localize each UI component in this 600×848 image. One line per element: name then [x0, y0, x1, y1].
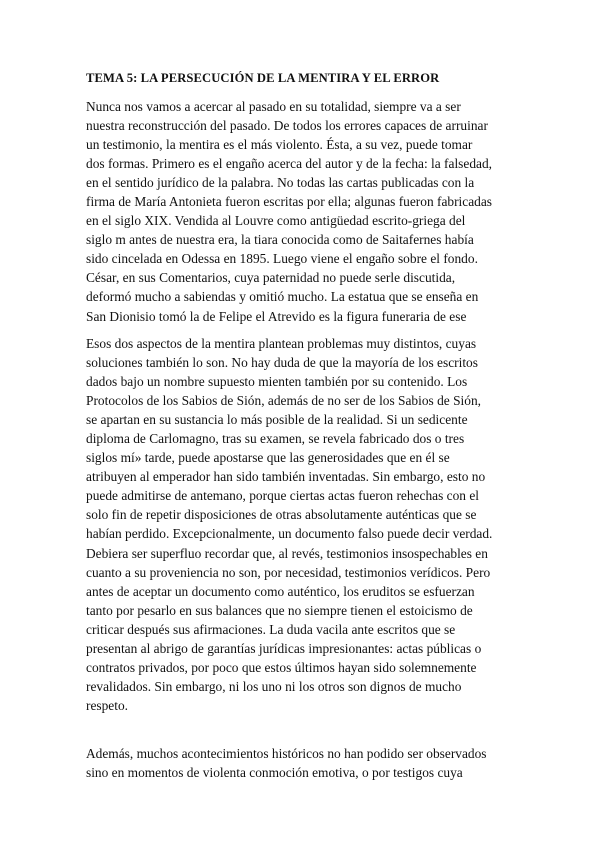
text-line: San Dionisio tomó la de Felipe el Atrevido es la figura funeraria de ese: [86, 308, 467, 324]
text-line: en el siglo XIX. Vendida al Louvre como antigüedad escrito-griega del: [86, 213, 466, 229]
text-line: criticar después sus afirmaciones. La duda vacila ante escritos que se: [86, 621, 456, 637]
text-line: puede admitirse de antemano, porque ciertas actas fueron rehechas con el: [86, 488, 479, 504]
text-line: respeto.: [86, 697, 129, 713]
text-line: siglo m antes de nuestra era, la tiara conocida como de Saitafernes había: [86, 232, 474, 248]
document-title: TEMA 5: LA PERSECUCIÓN DE LA MENTIRA Y EL ERROR: [86, 71, 440, 85]
text-line: se apartan en su sustancia lo más posible de la realidad. Si un sedicente: [86, 412, 468, 428]
text-line: presentan al abrigo de garantías jurídicas impresionantes: actas públicas o: [86, 640, 482, 656]
text-line: un testimonio, la mentira es el más violento. Ésta, a su vez, puede tomar: [86, 137, 473, 153]
text-line: sino en momentos de violenta conmoción emotiva, o por testigos cuya: [86, 765, 463, 781]
text-line: cuanto a su proveniencia no son, por necesidad, testimonios verídicos. Pero: [86, 564, 491, 580]
text-line: César, en sus Comentarios, cuya paternidad no puede serle discutida,: [86, 270, 456, 286]
text-line: Protocolos de los Sabios de Sión, además de no ser de los Sabios de Sión,: [86, 393, 481, 409]
text-line: siglos mí» tarde, puede apostarse que las generosidades que en él se: [86, 450, 450, 466]
text-line: contratos privados, por poco que estos últimos hayan sido solemnemente: [86, 659, 477, 675]
paragraph-3: [86, 744, 518, 782]
text-line: antes de aceptar un documento como auténtico, los eruditos se esfuerzan: [86, 583, 475, 599]
text-line: Además, muchos acontecimientos históricos no han podido ser observados: [86, 746, 487, 761]
text-line: dados bajo un nombre supuesto mienten también por su contenido. Los: [86, 374, 468, 390]
text-line: solo fin de repetir disposiciones de otras absolutamente auténticas que se: [86, 507, 477, 523]
text-line: nuestra reconstrucción del pasado. De todos los errores capaces de arruinar: [86, 118, 488, 134]
text-line: dos formas. Primero es el engaño acerca del autor y de la fecha: la falsedad,: [86, 156, 493, 172]
text-line: firma de María Antonieta fueron escritas por ella; algunas fueron fabricadas: [86, 194, 493, 210]
text-line: en el sentido jurídico de la palabra. No todas las cartas publicadas con la: [86, 175, 475, 191]
text-line: Nunca nos vamos a acercar al pasado en su totalidad, siempre va a ser: [86, 99, 461, 114]
text-line: Esos dos aspectos de la mentira plantean problemas muy distintos, cuyas: [86, 336, 477, 351]
text-line: tanto por pesarlo en sus balances que no siempre tienen el estoicismo de: [86, 602, 473, 618]
text-line: sido cincelada en Odessa en 1895. Luego viene el engaño sobre el fondo.: [86, 251, 478, 267]
text-line: diploma de Carlomagno, tras su examen, se revela fabricado dos o tres: [86, 431, 465, 447]
text-line: deformó mucho a sabiendas y omitió mucho. La estatua que se enseña en: [86, 289, 479, 305]
text-line: habían perdido. Excepcionalmente, un documento falso puede decir verdad.: [86, 526, 493, 542]
text-line: soluciones también lo son. No hay duda de que la mayoría de los escritos: [86, 355, 478, 371]
paragraph-2: [86, 334, 518, 715]
text-line: Debiera ser superfluo recordar que, al revés, testimonios insospechables en: [86, 545, 488, 561]
text-line: atribuyen al emperador han sido también inventadas. Sin embargo, esto no: [86, 469, 486, 485]
paragraph-1: [86, 97, 518, 326]
text-line: revalidados. Sin embargo, ni los uno ni los otros son dignos de mucho: [86, 678, 462, 694]
